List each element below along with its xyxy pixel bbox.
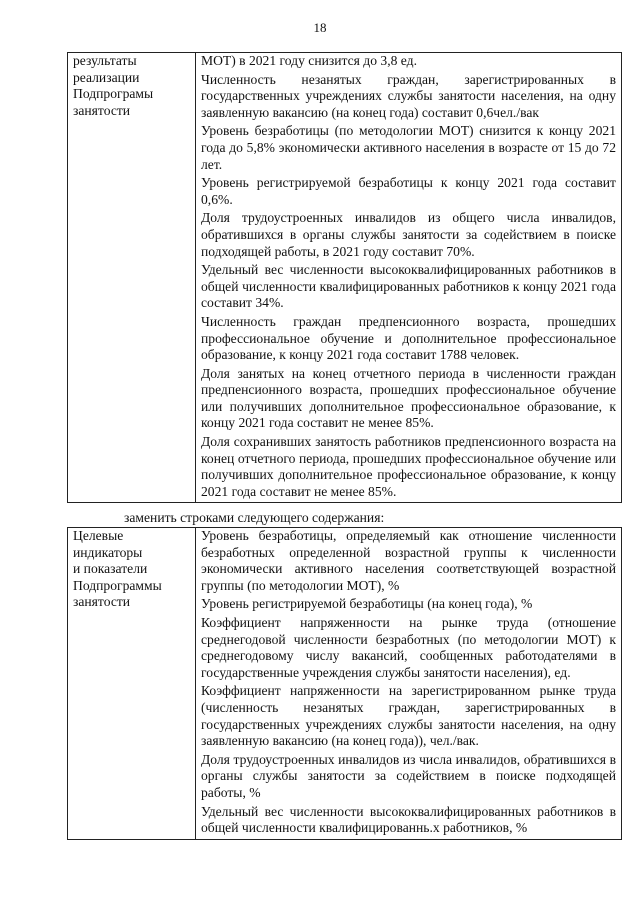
paragraph: Уровень регистрируемой безработицы (на конец года), %	[201, 596, 533, 612]
row-label-cell	[68, 528, 196, 840]
row-label-line: Подпрограммы	[73, 577, 162, 593]
page-number: 18	[313, 20, 327, 35]
row-label-line: Целевые	[73, 528, 124, 543]
paragraph: Коэффициент напряженности на рынке труда (отношение среднегодовой численности безработных (по методологии МОТ) к среднегодовому числу вакансий, сообщенных работодателями в государственные учреждения службы занятости населения), ед.	[201, 614, 616, 680]
paragraph: МОТ) в 2021 году снизится до 3,8 ед.	[201, 53, 417, 68]
paragraph: Удельный вес численности высококвалифицированных работников в общей численности квалифицированных работников к концу 2021 года составит 34%.	[201, 262, 616, 311]
table-row	[68, 528, 622, 840]
paragraph: Численность незанятых граждан, зарегистрированных в государственных учреждениях службы занятости населения, на одну заявленную вакансию (на конец года) составит 0,6чел./вак	[201, 71, 616, 120]
row-label-line: Подпрограмы	[73, 86, 154, 102]
row-label-line: и показатели	[73, 561, 148, 577]
results-table	[67, 52, 622, 503]
row-label-line: занятости	[73, 102, 131, 118]
row-content-cell	[196, 528, 622, 840]
paragraph: Удельный вес численности высококвалифицированных работников в общей численности квалифицированнь.х работников, %	[201, 803, 616, 836]
replace-instruction: заменить строками следующего содержания:	[124, 510, 385, 525]
row-label-line: занятости	[73, 594, 131, 610]
paragraph: Уровень безработицы, определяемый как отношение численности безработных определенной возрастной группы к численности экономически активного населения соответствующей возрастной группы (по методологии МОТ), %	[201, 528, 616, 593]
row-label-line: индикаторы	[73, 544, 143, 560]
table-row	[68, 53, 622, 503]
indicators-table	[67, 527, 622, 840]
paragraph: Доля занятых на конец отчетного периода в численности граждан предпенсионного возраста, прошедших профессиональное обучение или получивших дополнительное профессиональное образование, к концу 2021 года составит не менее 85%.	[201, 365, 616, 431]
row-label-cell	[68, 53, 196, 503]
row-label-line: реализации	[73, 69, 140, 85]
paragraph: Численность граждан предпенсионного возраста, прошедших профессиональное обучение и дополнительное профессиональное образование, к концу 2021 года составит 1788 человек.	[201, 313, 616, 363]
row-content-cell	[196, 53, 622, 503]
paragraph: Доля трудоустроенных инвалидов из общего числа инвалидов, обратившихся в органы службы занятости за содействием в поиске подходящей работы, в 2021 году составит 70%.	[201, 210, 616, 259]
paragraph: Коэффициент напряженности на зарегистрированном рынке труда (численность незанятых граждан, зарегистрированных в государственных учреждениях службы занятости населения, на одну заявленную вакансию (на конец года)), чел./вак.	[201, 683, 616, 749]
paragraph: Уровень регистрируемой безработицы к концу 2021 года составит 0,6%.	[201, 175, 616, 207]
paragraph: Доля сохранивших занятость работников предпенсионного возраста на конец отчетного периода, прошедших профессиональное обучение или получивших дополнительное профессиональное образование, к концу 2021 года составит не менее 85%.	[201, 434, 616, 499]
paragraph: Доля трудоустроенных инвалидов из числа инвалидов, обратившихся в органы службы занятости за содействием в поиске подходящей работы, %	[201, 751, 616, 800]
row-label-line: результаты	[73, 53, 137, 68]
paragraph: Уровень безработицы (по методологии МОТ) снизится к концу 2021 года до 5,8% экономически активного населения в возрасте от 15 до 72 лет.	[201, 123, 616, 172]
